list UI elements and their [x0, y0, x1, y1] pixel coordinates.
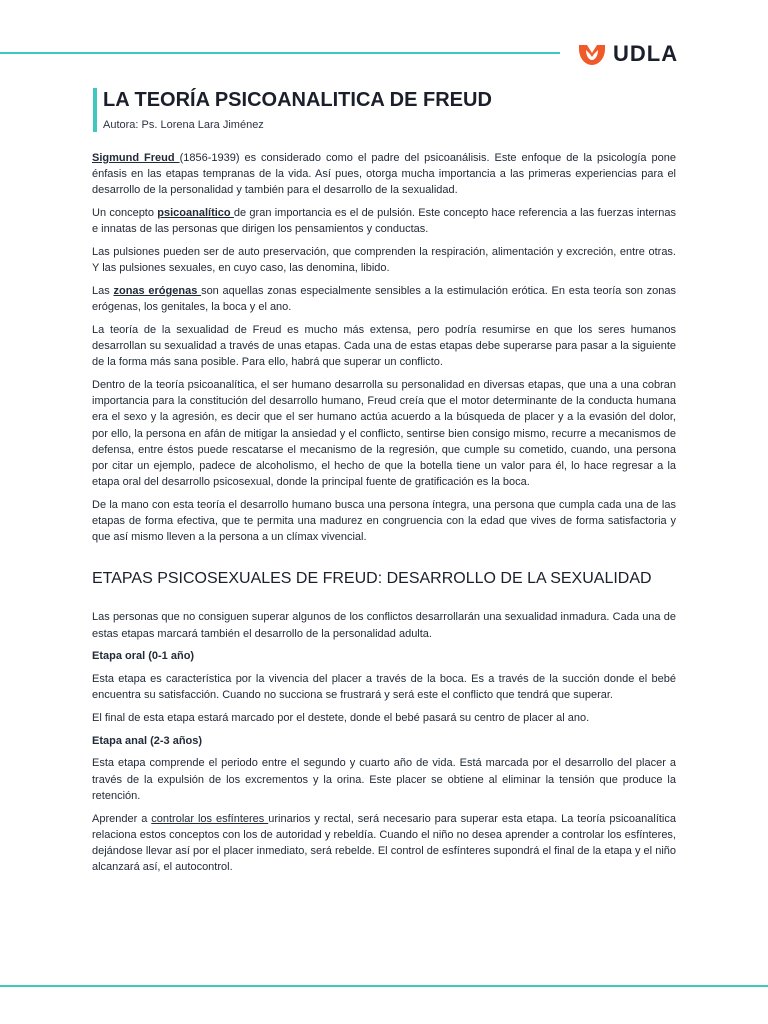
paragraph-anal-2: Aprender a controlar los esfínteres urinarios y rectal, será necesario para superar esta etapa. La teoría psicoanalítica relaciona estos conceptos con los de autoridad y rebeldía. Cuando el niño no desea aprender a controlar los esfínteres, dejándose llevar así por el placer inmediato, será rebelde. El control de esfínteres supondrá el final de la etapa y el niño alcanzará así, el autocontrol.: [92, 812, 676, 874]
heading-etapa-anal: Etapa anal (2-3 años): [92, 734, 203, 747]
link-controlar-esfinteres[interactable]: controlar los esfínteres: [151, 812, 269, 825]
title-block: [93, 88, 492, 132]
paragraph-oral-1: Esta etapa es característica por la vivencia del placer a través de la boca. Es a través de la succión donde el bebé encuentra su satisfacción. Cuando no succiona se frustrará y será este el conflicto que tendrá que superar.: [92, 673, 676, 702]
heading-etapa-oral: Etapa oral (0-1 año): [92, 650, 195, 663]
udla-logo-icon: [577, 41, 607, 67]
paragraph-personalidad: Dentro de la teoría psicoanalítica, el ser humano desarrolla su personalidad en diversas etapas, que una a una cobran importancia para la constitución del desarrollo humano, Freud creía que el motor determinante de la conducta humana era el sexo y la agresión, es decir que el ser humano actúa acuerdo a la búsqueda de placer y a la evasión del dolor, por ello, la persona en afán de mitigar la ansiedad y el conflicto, sentirse bien consigo mismo, recurre a mecanismos de defensa, entre éstos puede rescatarse el mecanismo de la regresión, que cumple su cometido, cuando, una persona por citar un ejemplo, padece de alcoholismo, el hecho de que la botella tiene un valor para él, lo hace regresar a la etapa oral del desarrollo psicosexual, donde la principal fuente de gratificación es la boca.: [92, 378, 676, 489]
header-rule: [0, 52, 560, 54]
paragraph-zonas: Las zonas erógenas son aquellas zonas especialmente sensibles a la estimulación erótica. En esta teoría son zonas erógenas, los genitales, la boca y el ano.: [92, 284, 676, 314]
paragraph-oral-2: El final de esta etapa estará marcado por el destete, donde el bebé pasará su centro de placer al ano.: [92, 711, 590, 724]
paragraph-section-intro: Las personas que no consiguen superar algunos de los conflictos desarrollarán una sexualidad inmadura. Cada una de estas etapas marcará también el desarrollo de la personalidad adulta.: [92, 611, 676, 640]
paragraph-intro: Sigmund Freud (1856-1939) es considerado como el padre del psicoanálisis. Este enfoque de la psicología pone énfasis en las etapas tempranas de la vida. Así pues, otorga mucha importancia a las primeras experiencias para el desarrollo de la personalidad y también para el desarrollo de la sexualidad.: [92, 152, 676, 197]
logo-wordmark: UDLA: [613, 41, 679, 66]
page-title: LA TEORÍA PSICOANALITICA DE FREUD: [103, 89, 492, 111]
link-sigmund-freud[interactable]: Sigmund Freud: [92, 152, 180, 164]
document-body: [92, 150, 676, 882]
paragraph-concept: Un concepto psicoanalítico de gran importancia es el de pulsión. Este concepto hace referencia a las fuerzas internas e innatas de las personas que dirigen los pensamientos y conductas.: [92, 207, 676, 236]
link-psicoanalitico[interactable]: psicoanalítico: [157, 207, 234, 220]
link-zonas-erogenas[interactable]: zonas erógenas: [113, 284, 202, 297]
paragraph-desarrollo: De la mano con esta teoría el desarrollo humano busca una persona íntegra, una persona que cumpla cada una de las etapas de forma efectiva, que te permita una madurez en congruencia con la edad que vives de forma satisfactoria y que así mismo lleven a la persona a un clímax vivencial.: [92, 498, 676, 544]
footer-rule: [0, 985, 768, 987]
paragraph-anal-1: Esta etapa comprende el periodo entre el segundo y cuarto año de vida. Está marcada por el desarrollo del placer a través de la expulsión de los excrementos y la orina. Este placer se obtiene al eliminar la tensión que produce la retención.: [92, 757, 676, 802]
section-title: ETAPAS PSICOSEXUALES DE FREUD: DESARROLLO DE LA SEXUALIDAD: [92, 570, 652, 588]
author-line: Autora: Ps. Lorena Lara Jiménez: [103, 119, 264, 131]
udla-logo: [577, 41, 678, 67]
paragraph-pulsiones: Las pulsiones pueden ser de auto preservación, que comprenden la respiración, alimentación y excreción, entre otras. Y las pulsiones sexuales, en cuyo caso, las denomina, libido.: [92, 246, 676, 275]
paragraph-sexualidad: La teoría de la sexualidad de Freud es mucho más extensa, pero podría resumirse en que los seres humanos desarrollan su sexualidad a través de unas etapas. Cada una de estas etapas debe superarse para pasar a la siguiente de la forma más sana posible. Para ello, habrá que superar un conflicto.: [92, 323, 676, 369]
